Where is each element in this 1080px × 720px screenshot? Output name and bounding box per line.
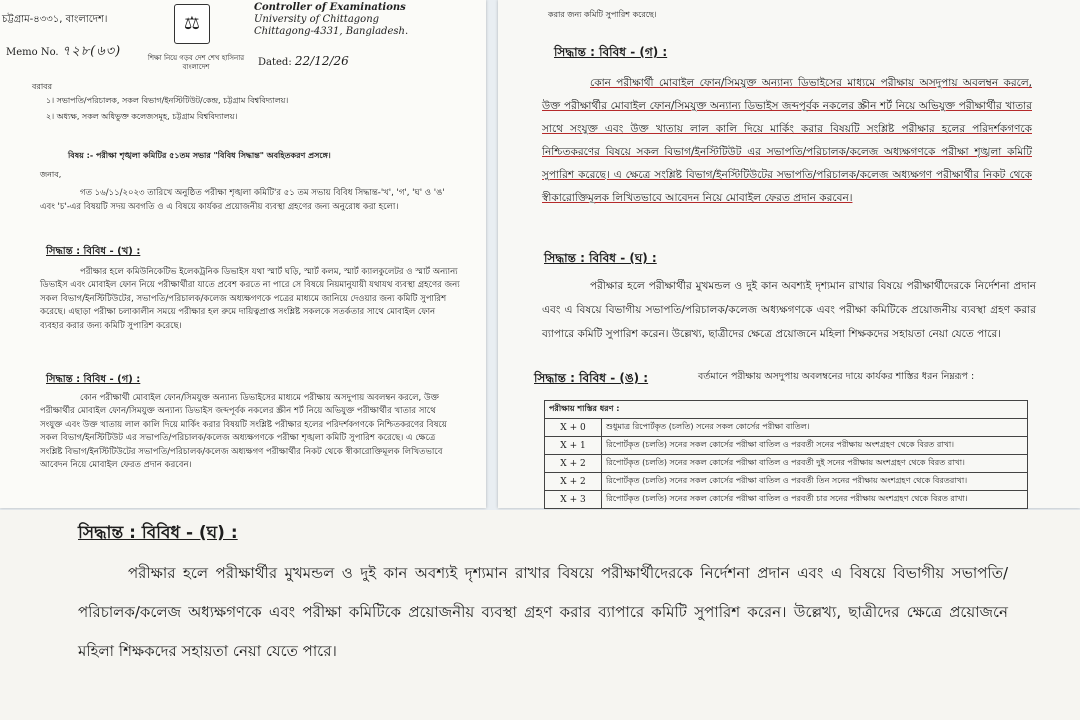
penalty-code: X + 3 bbox=[545, 491, 602, 509]
penalty-text: রিপোর্টকৃত (চলতি) সনের সকল কোর্সের পরীক্ষা বাতিল ও পরবর্তী দুই সনের পরীক্ষায় অংশগ্রহণ থেকে বিরত রাখা। bbox=[602, 455, 1028, 473]
controller-title: Controller of Examinations bbox=[254, 2, 406, 13]
penalty-code: X + 1 bbox=[545, 437, 602, 455]
penalty-text: রিপোর্টকৃত (চলতি) সনের সকল কোর্সের পরীক্ষা বাতিল ও পরবর্তী সনের পরীক্ষায় অংশগ্রহণ থেকে বিরত রাখা। bbox=[602, 437, 1028, 455]
heading-ga-right: সিদ্ধান্ত : বিবিধ - (গ) : bbox=[554, 45, 668, 59]
penalty-code: X + 2 bbox=[545, 473, 602, 491]
penalty-table bbox=[544, 400, 1028, 509]
dated-label: Dated: bbox=[258, 57, 292, 68]
dated-value: 22/12/26 bbox=[294, 54, 349, 68]
intro-paragraph: গত ১৬/১১/২০২৩ তারিখে অনুষ্ঠিত পরীক্ষা শৃঙ্খলা কমিটি'র ৫১ তম সভায় বিবিধ সিদ্ধান্ত-'খ', 'গ', 'ঘ' ও 'ঙ' এবং 'চ'-এর বিষয়টি সদয় অবগতি ও এ বিষয়ে কার্যকর প্রয়োজনীয় ব্যবস্থা গ্রহণের জন্য অনুরোধ করা হলো। bbox=[40, 188, 445, 212]
zoom-heading: সিদ্ধান্ত : বিবিধ - (ঘ) : bbox=[78, 523, 238, 543]
address-line: চট্টগ্রাম-৪৩৩১, বাংলাদেশ। bbox=[2, 14, 108, 25]
penalty-text: রিপোর্টকৃত (চলতি) সনের সকল কোর্সের পরীক্ষা বাতিল ও পরবর্তী তিন সনের পরীক্ষায় অংশগ্রহণ থেকে বিরতরাখা। bbox=[602, 473, 1028, 491]
table-row bbox=[545, 419, 1028, 437]
subject-line: বিষয় :- পরীক্ষা শৃঙ্খলা কমিটির ৫১তম সভার "বিবিধ সিদ্ধান্ত" অবহিতকরণ প্রসঙ্গে। bbox=[68, 151, 331, 160]
penalty-code: X + 2 bbox=[545, 455, 602, 473]
body-ga-right: কোন পরীক্ষার্থী মোবাইল ফোন/সিমযুক্ত অন্যান্য ডিভাইসের মাধ্যমে পরীক্ষায় অসদুপায় অবলম্বন করলে, উক্ত পরীক্ষার্থীর মোবাইল ফোন/সিমযুক্ত অন্যান্য ডিভাইস জব্দপূর্বক নকলের স্ক্রীন শর্ট নিয়ে অভিযুক্ত পরীক্ষার্থীর খাতার সাথে সংযুক্ত এবং উক্ত খাতায় লাল কালি দিয়ে মার্কিং করার বিষয়টি সংশ্লিষ্ট পরীক্ষার হলের পরিদর্শকগণকে নিশ্চিতকরণের বিষয়ে সকল বিভাগ/ইনস্টিটিউট এর সভাপতি/পরিচালক/কলেজ অধ্যক্ষগণকে পরীক্ষা শৃঙ্খলা কমিটি সুপারিশ করেছে। এ ক্ষেত্রে সংশ্লিষ্ট বিভাগ/ইনস্টিটিউটের সভাপতি/পরিচালক/কলেজ অধ্যক্ষগণ পরীক্ষার্থীর নিকট থেকে স্বীকারোক্তিমূলক লিখিতভাবে আবেদন নিয়ে মোবাইল ফেরত প্রদান করবেন। bbox=[542, 77, 1032, 204]
letter-page-left bbox=[0, 0, 486, 508]
recipient-1: ১। সভাপতি/পরিচালক, সকল বিভাগ/ইনস্টিটিউট/কেন্দ্র, চট্টগ্রাম বিশ্ববিদ্যালয়। bbox=[46, 96, 289, 105]
controller-header bbox=[254, 2, 408, 38]
table-row bbox=[545, 455, 1028, 473]
top-line: করার জন্য কমিটি সুপারিশ করেছে। bbox=[548, 10, 657, 19]
memo-number bbox=[6, 42, 121, 63]
body-ga-left: কোন পরীক্ষার্থী মোবাইল ফোন/সিমযুক্ত অন্যান্য ডিভাইসের মাধ্যমে পরীক্ষায় অসদুপায় অবলম্বন করলে, উক্ত পরীক্ষার্থীর মোবাইল ফোন/সিমযুক্ত অন্যান্য ডিভাইস জব্দপূর্বক নকলের স্ক্রীন শর্ট নিয়ে অভিযুক্ত পরীক্ষার্থীর খাতার সাথে সংযুক্ত এবং উক্ত খাতায় লাল কালি দিয়ে মার্কিং করার বিষয়টি সংশ্লিষ্ট পরীক্ষার হলের পরিদর্শকগণকে নিশ্চিতকরণের বিষয়ে সকল বিভাগ/ইনস্টিটিউট এর সভাপতি/পরিচালক/কলেজ অধ্যক্ষগণকে পরীক্ষা শৃঙ্খলা কমিটি সুপারিশ করেছে। এ ক্ষেত্রে সংশ্লিষ্ট বিভাগ/ইনস্টিটিউটের সভাপতি/পরিচালক/কলেজ অধ্যক্ষগণ পরীক্ষার্থীর নিকট থেকে স্বীকারোক্তিমূলক লিখিতভাবে আবেদন নিয়ে মোবাইল ফেরত প্রদান করবেন। bbox=[40, 393, 447, 471]
heading-gha-right: সিদ্ধান্ত : বিবিধ - (ঘ) : bbox=[544, 251, 657, 265]
salutation: জনাব, bbox=[40, 170, 62, 179]
heading-kha: সিদ্ধান্ত : বিবিধ - (খ) : bbox=[46, 246, 141, 257]
controller-university: University of Chittagong bbox=[254, 14, 380, 25]
dated-field bbox=[258, 54, 349, 68]
controller-city: Chittagong-4331, Bangladesh. bbox=[254, 26, 409, 37]
body-gha-right: পরীক্ষার হলে পরীক্ষার্থীর মুখমন্ডল ও দুই কান অবশ্যই দৃশ্যমান রাখার বিষয়ে পরীক্ষার্থীদেরকে নির্দেশনা প্রদান এবং এ বিষয়ে বিভাগীয় সভাপতি/পরিচালক/কলেজ অধ্যক্ষগণকে এবং পরীক্ষা কমিটিকে প্রয়োজনীয় ব্যবস্থা গ্রহণ করার ব্যাপারে কমিটি সুপারিশ করেন। উল্লেখ্য, ছাত্রীদের ক্ষেত্রে প্রয়োজনে মহিলা শিক্ষকদের সহায়তা নেয়া যেতে পারে। bbox=[542, 280, 1036, 340]
zoomed-excerpt bbox=[0, 510, 1080, 720]
logo-icon: ⚖ bbox=[183, 13, 201, 34]
motto-text: শিক্ষা নিয়ে গড়ব দেশ শেখ হাসিনার বাংলাদেশ bbox=[147, 54, 245, 71]
penalty-code: X + 0 bbox=[545, 419, 602, 437]
table-row bbox=[545, 491, 1028, 509]
penalty-table-header: পরীক্ষায় শাস্তির ধরণ : bbox=[545, 401, 1028, 419]
recipient-2: ২। অধ্যক্ষ, সকল অধিভুক্ত কলেজসমূহ, চট্টগ্রাম বিশ্ববিদ্যালয়। bbox=[46, 112, 238, 121]
to-label: বরাবর bbox=[32, 82, 53, 91]
memo-label: Memo No. bbox=[6, 47, 59, 58]
penalty-table-header-row bbox=[545, 401, 1028, 419]
memo-value: ৭২৮(৬৩) bbox=[61, 44, 122, 59]
heading-umo: সিদ্ধান্ত : বিবিধ - (ঙ) : bbox=[534, 371, 649, 385]
body-umo: বর্তমানে পরীক্ষায় অসদুপায় অবলম্বনের দায়ে কার্যকর শাস্তির ধরন নিম্নরূপ : bbox=[698, 371, 975, 382]
heading-ga-left: সিদ্ধান্ত : বিবিধ - (গ) : bbox=[46, 374, 141, 385]
body-kha: পরীক্ষার হলে কমিউনিকেটিভ ইলেকট্রনিক ডিভাইস যথা স্মার্ট ঘড়ি, স্মার্ট কলম, স্মার্ট ক্যালকুলেটর ও স্মার্ট অন্যান্য ডিভাইস এবং মোবাইল ফোন নিয়ে পরীক্ষার্থীরা যাতে প্রবেশ করতে না পারে সে বিষয়ে নিয়মানুযায়ী যথাযথ ব্যবস্থা গ্রহণের জন্য সকল বিভাগ/ইনস্টিটিউটের, সভাপতি/পরিচালক/কলেজ অধ্যক্ষগণকে পত্রের মাধ্যমে জানিয়ে দেওয়ার জন্য কমিটি সুপারিশ করেছে। এছাড়া পরীক্ষা চলাকালীন সময়ে পরীক্ষার হল রুমে দায়িত্বপ্রাপ্ত সংশ্লিষ্ট সকলকে সতর্কতার সাথে মোবাইল ফোন ব্যবহার করার জন্য কমিটি সুপারিশ করেছে। bbox=[40, 267, 460, 331]
penalty-text: শুধুমাত্র রিপোর্টকৃত (চলতি) সনের সকল কোর্সের পরীক্ষা বাতিল। bbox=[602, 419, 1028, 437]
table-row bbox=[545, 473, 1028, 491]
penalty-text: রিপোর্টকৃত (চলতি) সনের সকল কোর্সের পরীক্ষা বাতিল ও পরবর্তী চার সনের পরীক্ষায় অংশগ্রহণ থেকে বিরত রাখা। bbox=[602, 491, 1028, 509]
zoom-body: পরীক্ষার হলে পরীক্ষার্থীর মুখমন্ডল ও দুই কান অবশ্যই দৃশ্যমান রাখার বিষয়ে পরীক্ষার্থীদেরকে নির্দেশনা প্রদান এবং এ বিষয়ে বিভাগীয় সভাপতি/পরিচালক/কলেজ অধ্যক্ষগণকে এবং পরীক্ষা কমিটিকে প্রয়োজনীয় ব্যবস্থা গ্রহণ করার ব্যাপারে কমিটি সুপারিশ করেন। উল্লেখ্য, ছাত্রীদের ক্ষেত্রে প্রয়োজনে মহিলা শিক্ষকদের সহায়তা নেয়া যেতে পারে। bbox=[78, 564, 1008, 660]
table-row bbox=[545, 437, 1028, 455]
university-logo bbox=[174, 4, 210, 44]
